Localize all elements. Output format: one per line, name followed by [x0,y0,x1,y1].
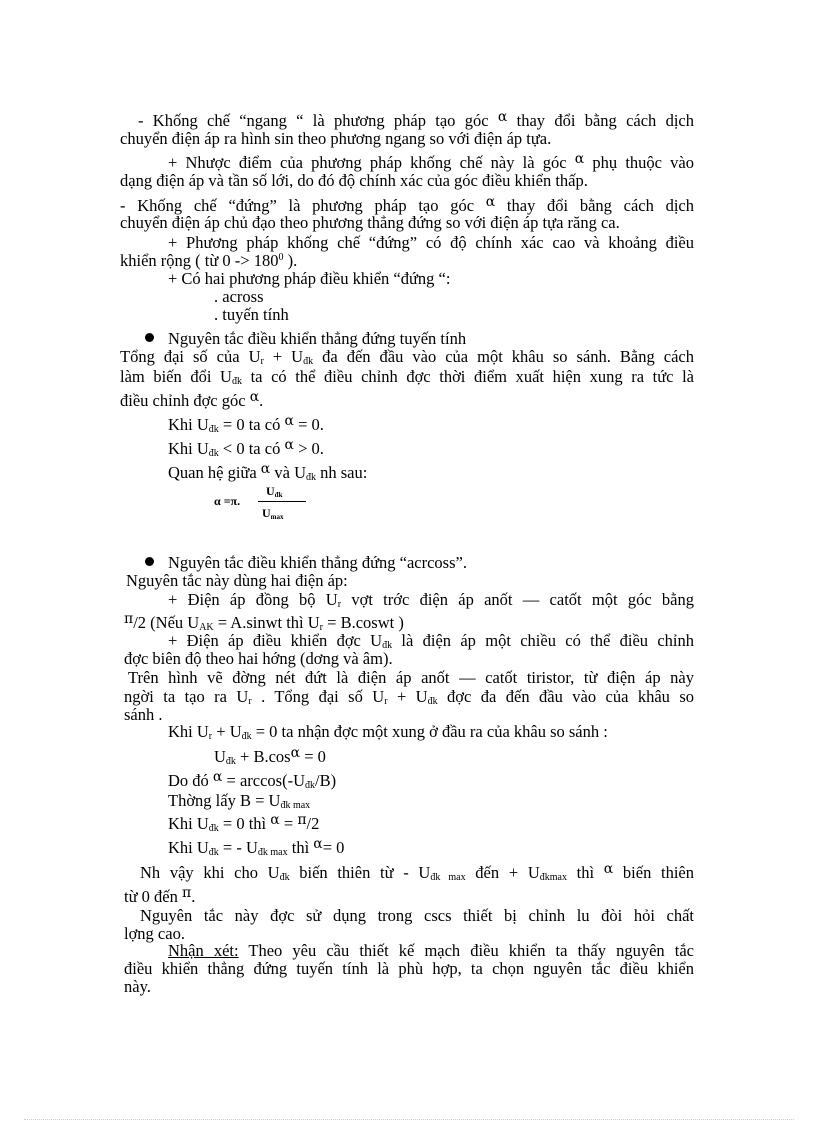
pi-symbol: π [181,885,192,901]
equation-half-pi: Khi $U_{đk} = 0$ thì $^\alpha$ = $^\pi$/2 [168,812,320,834]
para4-line1: + Phương pháp khống chế “đứng” có độ chính xác cao và khoảng điều [168,233,694,252]
para1-line2: chuyển điện áp ra hình sin theo phương ngang so với điện áp tựa. [120,129,552,148]
para10-line1: Nguyên tắc này đợc sử dụng trong cscs thiết bị chỉnh lu đòi hỏi chất [140,906,694,925]
formula-lhs: α =π. [214,494,241,508]
page-bottom-rule [24,1119,794,1120]
equation-sum-zero: Khi $U_r + U_{đk} = 0$ ta nhận đợc một xung ở đầu ra của khâu so sánh : [168,722,608,742]
equation-b-value: Thờng lấy $B = U_{đk max}$ [168,791,311,811]
alpha-symbol: α [574,151,585,167]
alpha-symbol: α [249,389,260,405]
alpha-symbol: α [284,413,294,429]
method-linear: . tuyến tính [214,305,289,324]
bullet1-heading: Nguyên tắc điều khiển thẳng đứng tuyến tính [168,329,467,348]
alpha-symbol: α [290,745,301,761]
para6-line1: Tổng đại số của $U_r + U_{đk}$ đa đến đầu vào của một khâu so sánh. Bằng cách [120,347,694,367]
alpha-formula [214,482,314,526]
para6-line2: làm biến đổi $U_{đk}$ ta có thể điều chỉnh đợc thời điểm xuất hiện xung ra tức là [120,367,695,387]
equation-alpha-zero: Khi $U_{đk}$ = - $U_{đk max}$ thì $^\alpha$= 0 [168,836,345,858]
para10-line2: lợng cao. [124,924,185,943]
para7-line3: + Điện áp điều khiển đợc $U_{đk}$ là điện áp một chiều có thể điều chỉnh [168,631,694,651]
alpha-symbol: α [485,194,496,210]
para7-line1: + Điện áp đồng bộ $U_r$ vợt trớc điện áp anốt — catốt một góc bằng [168,590,694,610]
para2-line2: dạng điện áp và tần số lới, do đó độ chính xác của góc điều khiển thấp. [120,171,588,190]
para9-line2: từ 0 đến $^\pi$. [124,885,196,906]
para11-line2: điều khiển thẳng đứng tuyến tính là phù hợp, ta chọn nguyên tắc điều khiển [124,959,694,978]
para8-line1: Trên hình vẽ đờng nét đứt là điện áp anốt — catốt tiristor, từ điện áp này [128,668,694,687]
relation-line: Quan hệ giữa $^\alpha$ và $U_{đk}$ nh sau: [168,461,368,483]
para11-line1: Nhận xét: Theo yêu cầu thiết kế mạch điều khiển ta thấy nguyên tắc [168,941,694,960]
para9-line1: Nh vậy khi cho $U_{đk}$ biến thiên từ - $U_{đk max}$ đến + $U_{đkmax}$ thì $^\alpha$ biến thiên [140,861,694,883]
alpha-symbol: α [497,109,508,125]
para3-line1: - Khống chế “đứng” là phương pháp tạo góc $^\alpha$ thay đổi bằng cách dịch [120,194,695,215]
equation-cos: $U_{đk} + B.\cos^\alpha = 0$ [214,745,326,767]
alpha-symbol: α [270,812,280,828]
alpha-symbol: α [212,769,223,785]
para2-line1: + Nhược điểm của phương pháp khống chế này là góc $^\alpha$ phụ thuộc vào [168,151,695,172]
condition-negative: Khi $U_{đk} < 0$ ta có $^\alpha$ > 0. [168,437,324,459]
alpha-symbol: α [284,437,294,453]
bullet2-heading: Nguyên tắc điều khiển thẳng đứng “acrcoss”. [168,553,467,572]
para7-intro: Nguyên tắc này dùng hai điện áp: [126,571,348,590]
alpha-symbol: α [260,461,271,477]
para8-line2: ngời ta tạo ra $U_r$ . Tổng đại số $U_r + U_{đk}$ đợc đa đến đầu vào của khâu so [124,687,694,707]
bullet-dot [145,333,154,342]
pi-symbol: π [297,812,307,828]
method-across: . across [214,287,264,306]
formula-denominator: $U_{max}$ [262,506,284,521]
remark-label: Nhận xét: [168,941,239,960]
alpha-symbol: α [313,836,323,852]
para11-line3: này. [124,977,151,996]
para4-line2: khiển rộng ( từ $0 -> 180^0$ ). [120,251,298,270]
para8-line3: sánh . [124,705,163,724]
fraction-bar [258,501,306,502]
equation-arccos: Do đó $^\alpha = \arccos(-U_{đk}/B)$ [168,769,337,791]
formula-numerator: $U_{đk}$ [266,484,283,499]
condition-zero: Khi $U_{đk} = 0$ ta có $^\alpha$ = 0. [168,413,324,435]
para7-line2: $^\pi$/2 (Nếu $U_{AK}$ = A.sinwt thì $U_r$ = B.coswt ) [124,611,404,633]
pi-symbol: π [124,611,134,627]
bullet-dot [145,557,154,566]
para1-line1: - Khống chế “ngang “ là phương pháp tạo góc $^\alpha$ thay đổi bằng cách dịch [138,109,694,130]
para5-line1: + Có hai phương pháp điều khiển “đứng “: [168,269,451,288]
para7-line4: đợc biên độ theo hai hớng (dơng và âm). [124,649,393,668]
alpha-symbol: α [603,861,614,877]
para3-line2: chuyển điện áp chủ đạo theo phương thẳng đứng so với điện áp tựa răng ca. [120,213,620,232]
para6-line3: điều chỉnh đợc góc $^\alpha$. [120,389,264,410]
